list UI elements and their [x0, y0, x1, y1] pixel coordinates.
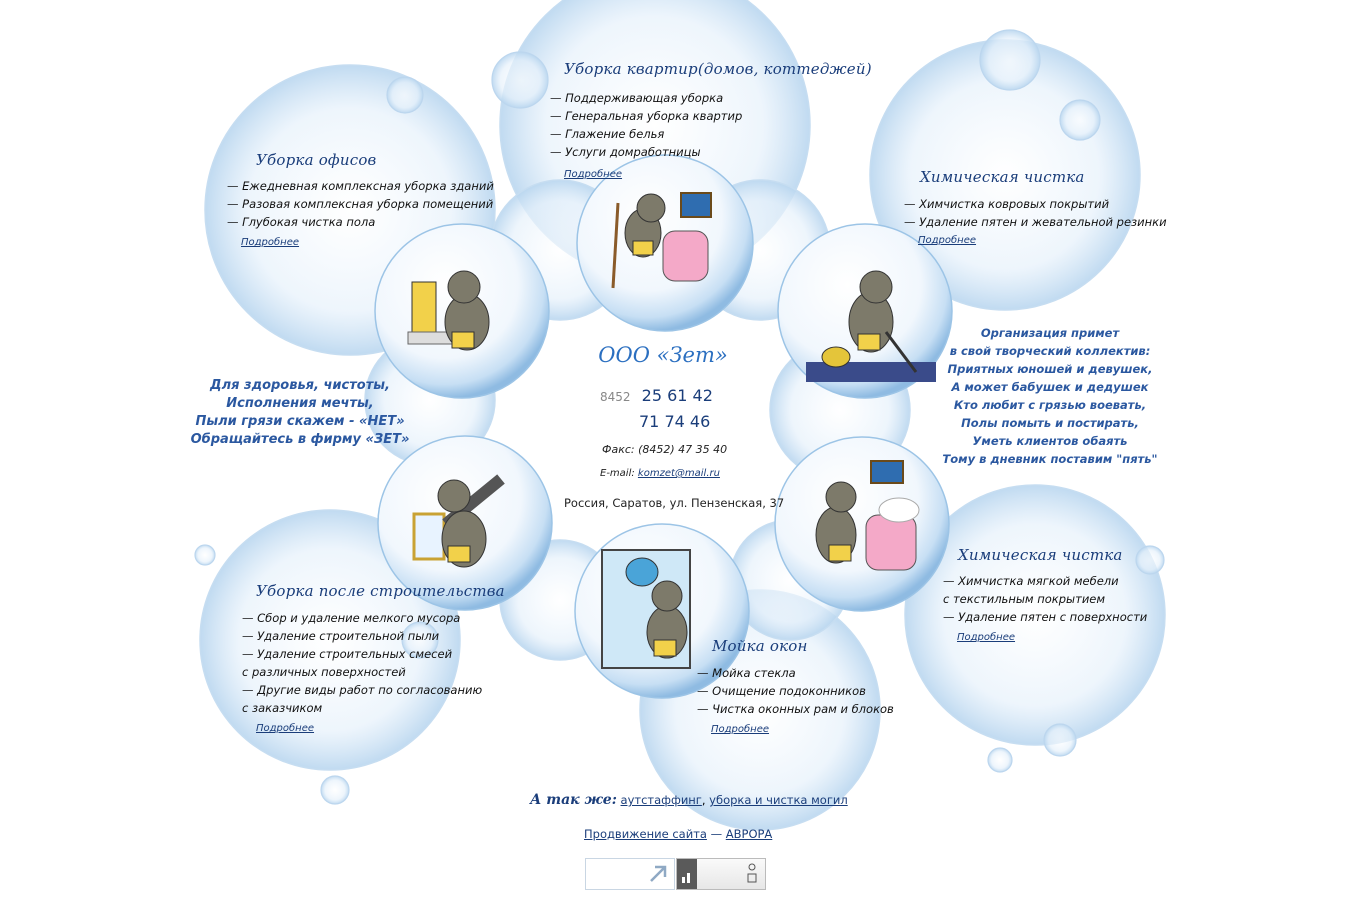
list-item: — Разовая комплексная уборка помещений — [227, 197, 494, 211]
list-item: — Удаление пятен и жевательной резинки — [904, 215, 1167, 229]
slogan-line: Обращайтесь в фирму «ЗЕТ» — [190, 432, 410, 447]
recruitment-poem — [930, 324, 1170, 468]
offices-title: Уборка офисов — [256, 151, 377, 169]
list-item: с различных поверхностей — [242, 665, 406, 679]
also-row — [530, 792, 848, 808]
construction-more-link[interactable]: Подробнее — [256, 723, 315, 734]
furniture-cat-bubble — [771, 435, 953, 613]
list-item: — Другие виды работ по согласованию — [242, 683, 483, 697]
dry-cleaning-title: Химическая чистка — [920, 168, 1085, 186]
phone-code: 8452 — [600, 390, 631, 404]
furniture-list — [943, 572, 1147, 626]
construction-list — [242, 609, 482, 717]
windows-list — [697, 664, 894, 718]
apartment-cat-bubble — [573, 153, 757, 333]
email-row — [600, 468, 720, 479]
poem-line: Уметь клиентов обаять — [972, 434, 1128, 448]
poem-line: Кто любит с грязью воевать, — [953, 398, 1147, 412]
stats-bar-block — [677, 859, 697, 889]
fax: Факс: (8452) 47 35 40 — [602, 443, 728, 456]
furniture-title: Химическая чистка — [958, 546, 1123, 564]
phone-1: 25 61 42 — [641, 386, 713, 405]
poem-line: Приятных юношей и девушек, — [947, 362, 1153, 376]
office-cat-bubble — [372, 222, 552, 400]
windows-more-link[interactable]: Подробнее — [711, 724, 770, 735]
list-item: — Услуги домработницы — [550, 145, 701, 159]
email-link[interactable]: komzet@mail.ru — [637, 468, 720, 479]
list-item: — Химчистка мягкой мебели — [943, 574, 1119, 588]
promo-row — [584, 827, 772, 841]
list-item: — Поддерживающая уборка — [550, 91, 724, 105]
arrow-icon — [646, 862, 670, 886]
slogan-line: Для здоровья, чистоты, — [210, 378, 390, 393]
poem-line: Организация примет — [980, 326, 1120, 340]
outstaffing-link[interactable]: аутстаффинг — [620, 793, 702, 807]
graves-link[interactable]: уборка и чистка могил — [709, 793, 848, 807]
list-item: — Очищение подоконников — [697, 684, 866, 698]
list-item: — Чистка оконных рам и блоков — [697, 702, 894, 716]
company-name: ООО «Зет» — [598, 343, 728, 367]
apartments-list — [550, 89, 742, 161]
address: Россия, Саратов, ул. Пензенская, 37 — [564, 496, 785, 510]
construction-title: Уборка после строительства — [256, 582, 505, 600]
bar-chart-icon — [677, 859, 697, 889]
dry-cleaning-list — [904, 195, 1167, 231]
poem-line: А может бабушек и дедушек — [951, 380, 1149, 394]
list-item: — Химчистка ковровых покрытий — [904, 197, 1110, 211]
slogan — [180, 377, 420, 449]
list-item: — Ежедневная комплексная уборка зданий — [227, 179, 494, 193]
counter-badge[interactable] — [585, 858, 675, 890]
stats-counter[interactable] — [676, 858, 766, 890]
apartments-more-link[interactable]: Подробнее — [564, 169, 623, 180]
also-label: А так же: — [530, 792, 617, 808]
list-item: — Мойка стекла — [697, 666, 796, 680]
apartments-title: Уборка квартир(домов, коттеджей) — [564, 60, 872, 78]
poem-line: Полы помыть и постирать, — [961, 416, 1139, 430]
list-item: с заказчиком — [242, 701, 323, 715]
company-block — [560, 343, 766, 367]
slogan-line: Пыли грязи скажем - «НЕТ» — [195, 414, 405, 429]
list-item: — Генеральная уборка квартир — [550, 109, 743, 123]
email-label: E-mail: — [600, 468, 635, 479]
carpet-cat-bubble — [776, 222, 954, 400]
promo-dash: — — [710, 827, 723, 841]
list-item: — Глубокая чистка пола — [227, 215, 376, 229]
windows-title: Мойка окон — [712, 637, 808, 655]
offices-more-link[interactable]: Подробнее — [241, 237, 300, 248]
poem-line: в свой творческий коллектив: — [949, 344, 1151, 358]
list-item: — Глажение белья — [550, 127, 665, 141]
aurora-link[interactable]: АВРОРА — [725, 827, 773, 841]
list-item: — Удаление пятен с поверхности — [943, 610, 1148, 624]
offices-list — [227, 177, 494, 231]
list-item: — Удаление строительных смесей — [242, 647, 453, 661]
list-item: — Сбор и удаление мелкого мусора — [242, 611, 461, 625]
dry-cleaning-more-link[interactable]: Подробнее — [918, 235, 977, 246]
phone-2: 71 74 46 — [639, 412, 711, 431]
slogan-line: Исполнения мечты, — [226, 396, 374, 411]
comma: , — [701, 793, 706, 807]
promo-link[interactable]: Продвижение сайта — [584, 827, 707, 841]
list-item: — Удаление строительной пыли — [242, 629, 440, 643]
furniture-more-link[interactable]: Подробнее — [957, 632, 1016, 643]
eye-icon — [745, 862, 759, 886]
list-item: с текстильным покрытием — [943, 592, 1106, 606]
phone-block — [600, 386, 713, 405]
poem-line: Тому в дневник поставим "пять" — [942, 452, 1158, 466]
